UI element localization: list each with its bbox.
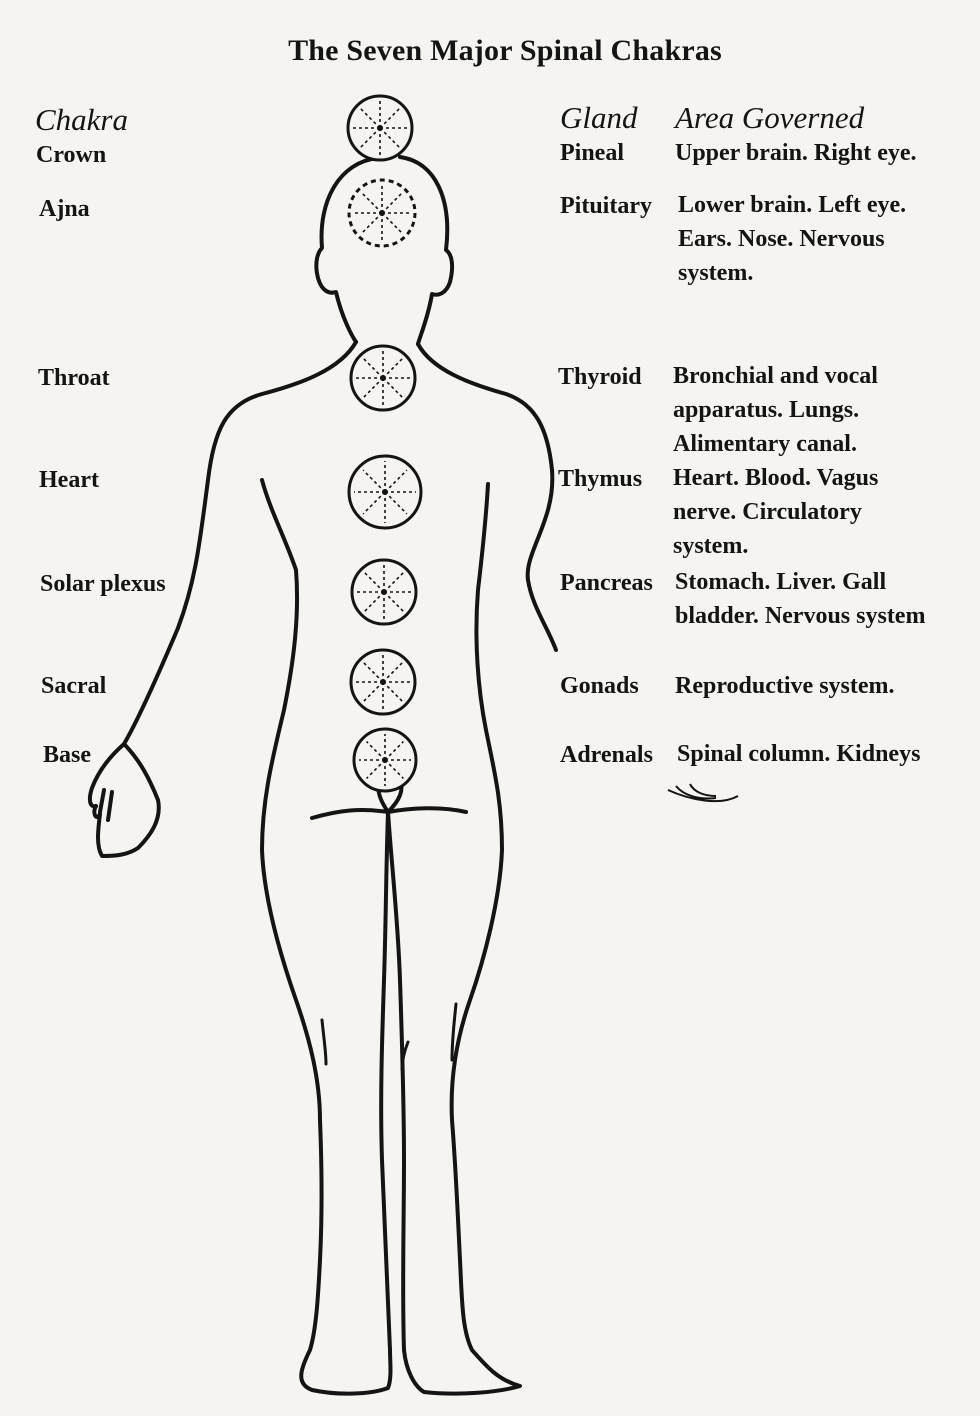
chakra-spoke — [382, 193, 402, 213]
gland-name-sacral: Gonads — [560, 673, 639, 699]
diagram-title: The Seven Major Spinal Chakras — [288, 34, 722, 67]
area-governed-base: Spinal column. Kidneys — [677, 741, 921, 767]
area-governed-sacral: Reproductive system. — [675, 673, 895, 699]
area-governed-crown: Upper brain. Right eye. — [675, 140, 917, 166]
area-governed-throat: Bronchial and vocal apparatus. Lungs. Alimentary canal. — [673, 363, 878, 457]
chakra-name-sacral: Sacral — [41, 673, 107, 699]
chakra-name-heart: Heart — [39, 467, 99, 493]
area-governed-heart: Heart. Blood. Vagus nerve. Circulatory system. — [673, 465, 879, 559]
header-area-governed: Area Governed — [675, 100, 865, 135]
outer-right-leg — [404, 1120, 520, 1394]
inner-right-leg — [388, 812, 404, 1350]
head-outline-right — [400, 157, 452, 344]
chakra-center-dot — [380, 375, 386, 381]
gland-name-solar-plexus: Pancreas — [560, 570, 653, 596]
chakra-name-solar-plexus: Solar plexus — [40, 571, 166, 597]
chakra-name-ajna: Ajna — [39, 196, 90, 222]
gland-name-crown: Pineal — [560, 140, 624, 166]
header-chakra: Chakra — [35, 102, 128, 137]
outer-left-leg — [301, 1120, 390, 1394]
gland-name-throat: Thyroid — [558, 364, 642, 390]
chakra-name-throat: Throat — [38, 365, 110, 391]
right-hand-sketch — [668, 784, 738, 801]
chakra-center-dot — [379, 210, 385, 216]
header-gland: Gland — [560, 100, 638, 135]
chakra-center-dot — [382, 489, 388, 495]
chakra-center-dot — [380, 679, 386, 685]
torso-right-side — [452, 484, 502, 1120]
gland-name-heart: Thymus — [558, 466, 643, 492]
head-outline — [316, 158, 378, 342]
inner-left-leg — [381, 812, 390, 1350]
chakra-name-base: Base — [43, 742, 91, 768]
chakra-spoke — [382, 213, 402, 233]
gland-name-ajna: Pituitary — [560, 193, 652, 219]
torso-left-side — [262, 480, 320, 1120]
chakra-center-dot — [377, 125, 383, 131]
chakra-spoke — [362, 193, 382, 213]
gland-name-base: Adrenals — [560, 742, 653, 768]
left-shoulder-arm — [90, 342, 356, 806]
chakra-name-crown: Crown — [36, 142, 107, 168]
area-governed-solar-plexus: Stomach. Liver. Gall bladder. Nervous system — [675, 569, 926, 629]
chakra-center-dot — [382, 757, 388, 763]
chakra-spoke — [362, 213, 382, 233]
chakra-center-dot — [381, 589, 387, 595]
area-governed-ajna: Lower brain. Left eye. Ears. Nose. Nervous system. — [678, 192, 907, 286]
